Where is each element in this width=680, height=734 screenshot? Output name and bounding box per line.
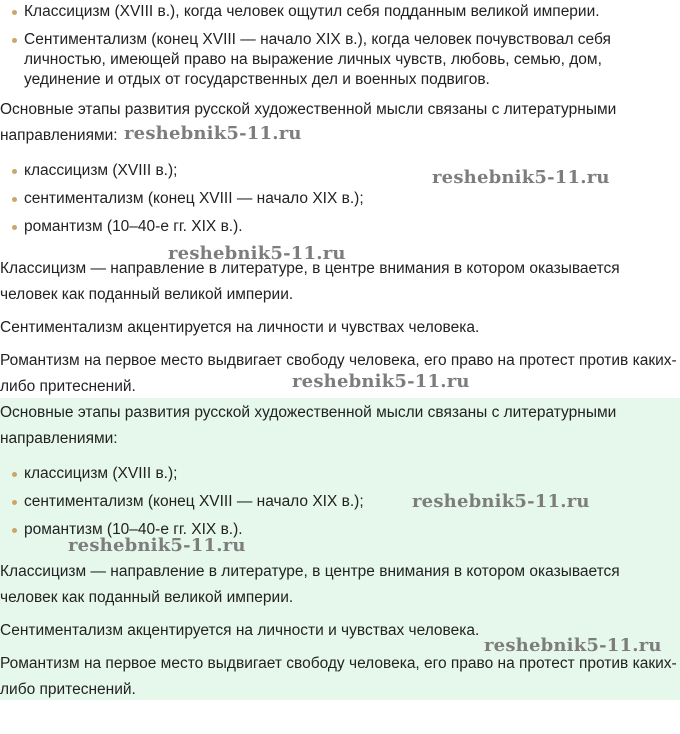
list-item: классицизм (XVIII в.); (0, 161, 680, 181)
list-item: сентиментализм (конец XVIII — начало XIX в.); (0, 189, 680, 209)
watermark: reshebnik5-11.ru (292, 371, 470, 392)
list-item: Классицизм (XVIII в.), когда человек ощутил себя подданным великой империи. (0, 2, 680, 22)
watermark: reshebnik5-11.ru (432, 167, 610, 188)
list-item: романтизм (10–40-е гг. XIX в.). (0, 520, 680, 540)
section2-classicism: Классицизм — направление в литературе, в центре внимания в котором оказывается человек как поданный великой империи. (0, 563, 620, 606)
watermark: reshebnik5-11.ru (484, 635, 662, 656)
watermark: reshebnik5-11.ru (168, 243, 346, 264)
section1-intro: Основные этапы развития русской художественной мысли связаны с литературными направлениями: (0, 101, 617, 144)
section2-romanticism: Романтизм на первое место выдвигает свободу человека, его право на протест против каких-либо притеснений. (0, 655, 677, 698)
list-item: классицизм (XVIII в.); (0, 464, 680, 484)
watermark: reshebnik5-11.ru (124, 123, 302, 144)
top-list (0, 2, 680, 90)
section1-classicism: Классицизм — направление в литературе, в центре внимания в котором оказывается человек как поданный великой империи. (0, 260, 620, 303)
section1-romanticism: Романтизм на первое место выдвигает свободу человека, его право на протест против каких-либо притеснений. (0, 352, 677, 395)
list-item: Сентиментализм (конец XVIII — начало XIX в.), когда человек почувствовал себя личностью, имеющей право на выражение личных чувств, любовь, семью, дом, уединение и отдых от государственных дел и военных подвигов. (0, 30, 680, 90)
watermark: reshebnik5-11.ru (68, 535, 246, 556)
section1-sentimentalism: Сентиментализм акцентируется на личности и чувствах человека. (0, 319, 480, 336)
list-item: романтизм (10–40-е гг. XIX в.). (0, 217, 680, 237)
list-item: сентиментализм (конец XVIII — начало XIX в.); (0, 492, 680, 512)
watermark: reshebnik5-11.ru (412, 491, 590, 512)
section2-intro: Основные этапы развития русской художественной мысли связаны с литературными направлениями: (0, 404, 617, 447)
section2-sentimentalism: Сентиментализм акцентируется на личности и чувствах человека. (0, 622, 480, 639)
